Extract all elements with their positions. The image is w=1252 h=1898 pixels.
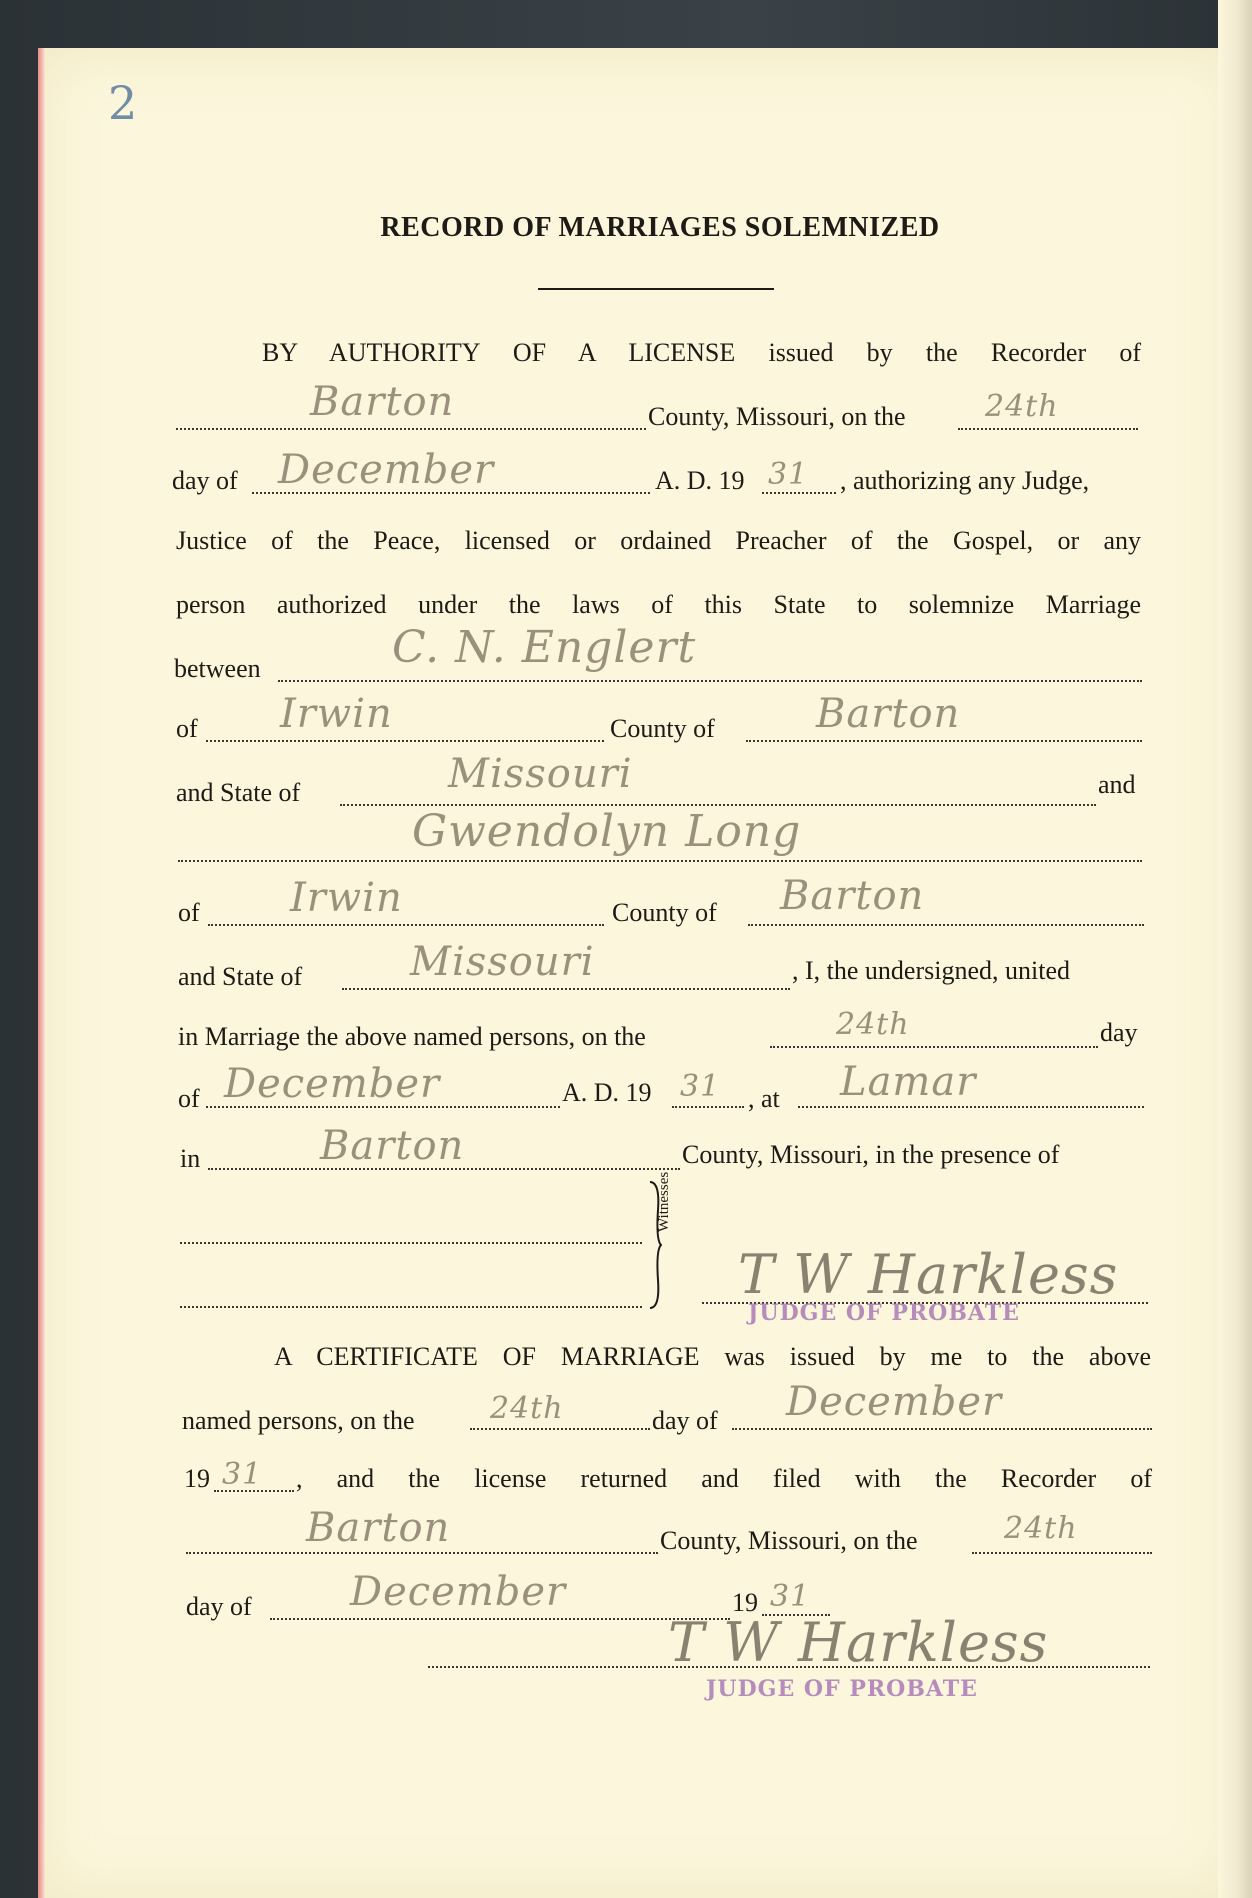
- filed-year-label: 19: [732, 1588, 758, 1617]
- license-line-3-label: day of: [172, 466, 238, 495]
- bride-county-field: [748, 924, 1144, 926]
- license-line-3-text: , authorizing any Judge,: [840, 466, 1090, 495]
- witnesses-label: Witnesses: [656, 1171, 672, 1232]
- handwritten-certificate-county: Barton: [306, 1505, 451, 1551]
- judge-signature-1: T W Harkless: [738, 1243, 1119, 1306]
- marriage-day-field: [770, 1046, 1098, 1048]
- year-field-1: [762, 492, 836, 494]
- groom-county-label: County of: [610, 714, 715, 743]
- certificate-day-field: [470, 1428, 650, 1430]
- marriage-year-field: [672, 1106, 744, 1108]
- groom-town-field: [206, 740, 604, 742]
- certificate-line-1: A CERTIFICATE OF MARRIAGE was issued by me to the above: [274, 1342, 1151, 1371]
- marriage-place-field: [798, 1106, 1144, 1108]
- certificate-year-label: 19: [184, 1464, 210, 1493]
- marriage-of-label: of: [178, 1084, 200, 1113]
- bride-of-label: of: [178, 898, 200, 927]
- certificate-month-field: [732, 1428, 1152, 1430]
- handwritten-marriage-day: 24th: [836, 1007, 910, 1042]
- handwritten-year-1: 31: [768, 457, 809, 492]
- judge-stamp-2: JUDGE OF PROBATE: [706, 1676, 978, 1702]
- certificate-month-label: day of: [652, 1406, 718, 1435]
- bride-county-label: County of: [612, 898, 717, 927]
- certificate-date-label: named persons, on the: [182, 1406, 415, 1435]
- handwritten-groom-state: Missouri: [448, 751, 633, 797]
- page-right-edge: [1218, 0, 1252, 1898]
- undersigned-text: , I, the undersigned, united: [792, 956, 1070, 985]
- filed-month-label: day of: [186, 1592, 252, 1621]
- handwritten-certificate-day: 24th: [490, 1391, 564, 1426]
- bride-town-field: [208, 924, 604, 926]
- bride-state-field: [342, 988, 790, 990]
- handwritten-certificate-month: December: [786, 1379, 1003, 1425]
- page-number: 2: [108, 76, 138, 130]
- marriage-year-label: A. D. 19: [562, 1078, 652, 1107]
- groom-of-label: of: [176, 714, 198, 743]
- page-title: RECORD OF MARRIAGES SOLEMNIZED: [380, 212, 940, 243]
- handwritten-groom-county: Barton: [816, 691, 961, 737]
- page-left-edge: [38, 48, 46, 1898]
- certificate-county-field: [186, 1552, 658, 1554]
- handwritten-groom-town: Irwin: [280, 691, 393, 737]
- handwritten-bride-state: Missouri: [410, 939, 595, 985]
- and-label: and: [1098, 770, 1136, 799]
- title-rule: [538, 288, 774, 290]
- day-label: day: [1100, 1018, 1138, 1047]
- handwritten-bride-name: Gwendolyn Long: [412, 806, 802, 857]
- bride-field: [178, 860, 1142, 862]
- certificate-line-4-text: County, Missouri, on the: [660, 1526, 918, 1555]
- filed-month-field: [270, 1618, 730, 1620]
- handwritten-filed-year: 31: [770, 1579, 811, 1614]
- handwritten-bride-town: Irwin: [290, 875, 403, 921]
- married-on-label: in Marriage the above named persons, on the: [178, 1022, 646, 1051]
- handwritten-bride-county: Barton: [780, 873, 925, 919]
- handwritten-day-1: 24th: [985, 389, 1059, 424]
- license-line-4: Justice of the Peace, licensed or ordained Preacher of the Gospel, or any: [176, 526, 1141, 555]
- witness-field-2: [180, 1306, 642, 1308]
- at-label: , at: [748, 1084, 780, 1113]
- handwritten-marriage-county: Barton: [320, 1123, 465, 1169]
- judge-signature-2: T W Harkless: [668, 1611, 1049, 1674]
- bride-state-label: and State of: [178, 962, 303, 991]
- witness-field-1: [180, 1242, 642, 1244]
- handwritten-marriage-year: 31: [680, 1069, 721, 1104]
- license-line-1: BY AUTHORITY OF A LICENSE issued by the Recorder of: [262, 338, 1141, 367]
- groom-state-label: and State of: [176, 778, 301, 807]
- judge-stamp-1: JUDGE OF PROBATE: [748, 1300, 1020, 1326]
- day-field-1: [958, 428, 1138, 430]
- county-field-1: [176, 428, 646, 430]
- license-line-3-year-label: A. D. 19: [655, 466, 745, 495]
- license-line-5: person authorized under the laws of this State to solemnize Marriage: [176, 590, 1141, 619]
- license-line-2-text: County, Missouri, on the: [648, 402, 906, 431]
- in-label: in: [180, 1144, 201, 1173]
- handwritten-groom-name: C. N. Englert: [392, 622, 697, 673]
- handwritten-filed-day: 24th: [1004, 1511, 1078, 1546]
- handwritten-filed-month: December: [350, 1569, 567, 1615]
- handwritten-month-1: December: [278, 447, 495, 493]
- groom-county-field: [746, 740, 1142, 742]
- handwritten-marriage-place: Lamar: [840, 1059, 977, 1105]
- filed-day-field: [972, 1552, 1152, 1554]
- handwritten-marriage-month: December: [224, 1061, 441, 1107]
- handwritten-certificate-year: 31: [222, 1457, 263, 1492]
- between-label: between: [174, 654, 261, 683]
- certificate-line-3-text: , and the license returned and filed with the Recorder of: [296, 1464, 1152, 1493]
- presence-text: County, Missouri, in the presence of: [682, 1140, 1060, 1169]
- groom-field: [278, 680, 1142, 682]
- handwritten-county-1: Barton: [310, 379, 455, 425]
